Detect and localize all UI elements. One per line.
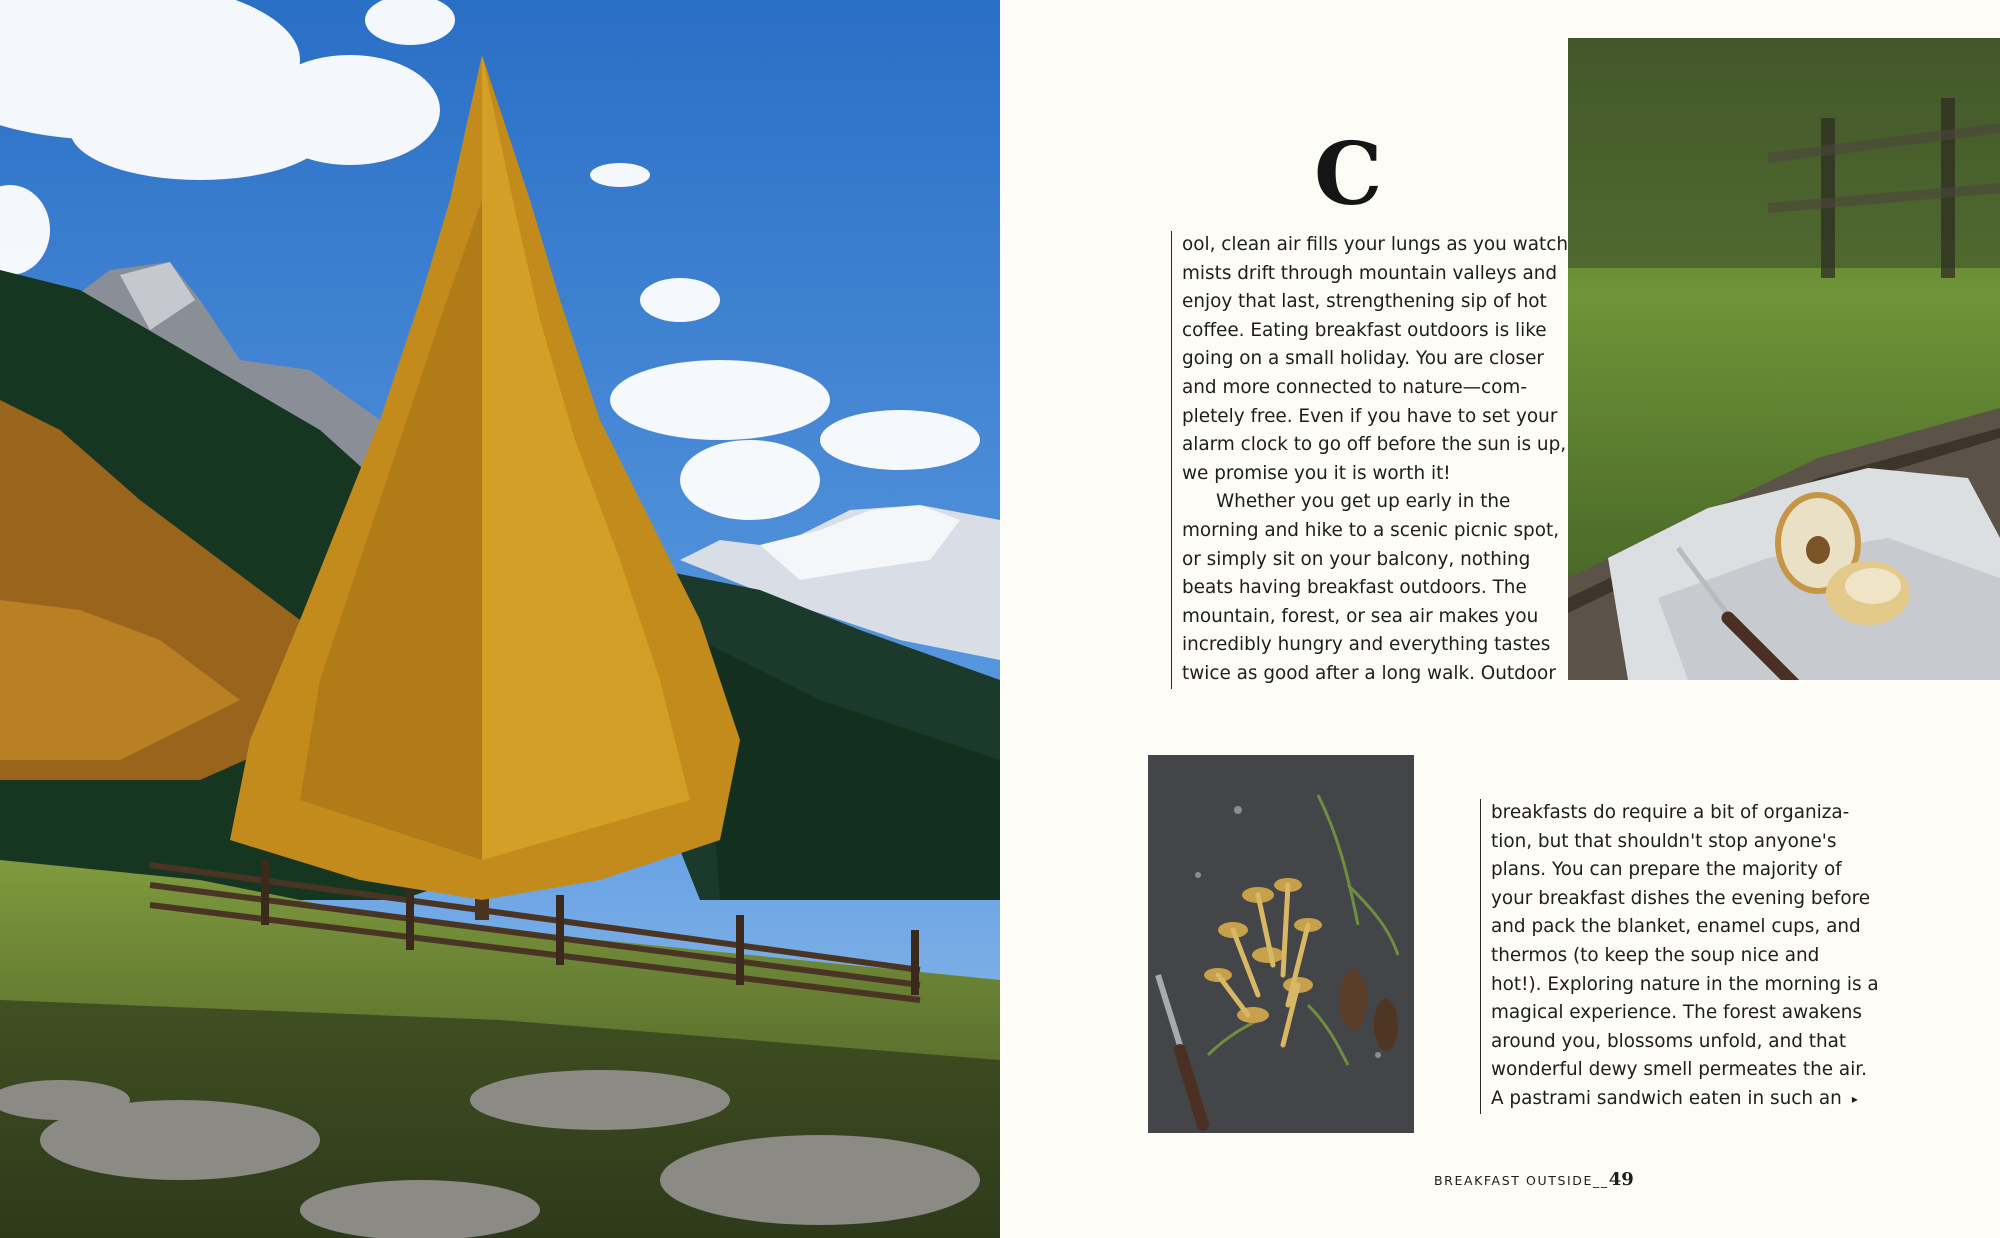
text-line: or simply sit on your balcony, nothing bbox=[1182, 548, 1531, 570]
text-line: hot!). Exploring nature in the morning is a bbox=[1491, 973, 1879, 995]
text-line: magical experience. The forest awakens bbox=[1491, 1002, 1862, 1024]
pear-knife-photo bbox=[1568, 38, 2000, 680]
text-line: your breakfast dishes the evening before bbox=[1491, 887, 1871, 909]
page-folio bbox=[1434, 1169, 1634, 1190]
mushrooms-photo bbox=[1148, 755, 1414, 1133]
text-line: coffee. Eating breakfast outdoors is like bbox=[1182, 319, 1547, 341]
body-text-column-1 bbox=[1171, 231, 1568, 689]
folio-separator: __ bbox=[1593, 1173, 1609, 1188]
drop-cap: C bbox=[1314, 124, 1383, 225]
text-line: ool, clean air fills your lungs as you watch bbox=[1182, 234, 1568, 255]
text-line: incredibly hungry and everything tastes bbox=[1182, 634, 1551, 656]
text-line: mists drift through mountain valleys and bbox=[1182, 262, 1558, 284]
text-line: around you, blossoms unfold, and that bbox=[1491, 1030, 1847, 1052]
text-line: wonderful dewy smell permeates the air. bbox=[1491, 1059, 1868, 1081]
text-line: Whether you get up early in the bbox=[1216, 491, 1511, 513]
body-text-column-2 bbox=[1480, 799, 1879, 1114]
text-line: beats having breakfast outdoors. The bbox=[1182, 577, 1527, 599]
page-number: 49 bbox=[1608, 1169, 1634, 1190]
text-line: pletely free. Even if you have to set your bbox=[1182, 405, 1558, 427]
text-line: breakfasts do require a bit of organiza- bbox=[1491, 802, 1850, 823]
text-line-content: A pastrami sandwich eaten in such an bbox=[1491, 1087, 1842, 1109]
text-line: thermos (to keep the soup nice and bbox=[1491, 944, 1820, 966]
text-line: alarm clock to go off before the sun is up, bbox=[1182, 434, 1567, 456]
text-line: plans. You can prepare the majority of bbox=[1491, 859, 1842, 881]
text-line: twice as good after a long walk. Outdoor bbox=[1182, 662, 1556, 684]
text-line: tion, but that shouldn't stop anyone's bbox=[1491, 830, 1837, 852]
running-footer-section: BREAKFAST OUTSIDE bbox=[1434, 1173, 1594, 1188]
text-line: going on a small holiday. You are closer bbox=[1182, 348, 1544, 370]
text-line: we promise you it is worth it! bbox=[1182, 462, 1451, 484]
text-line: and more connected to nature—com- bbox=[1182, 376, 1527, 398]
continue-arrow-icon: ▸ bbox=[1851, 1091, 1858, 1106]
text-line: mountain, forest, or sea air makes you bbox=[1182, 605, 1539, 627]
pear-knife-illustration bbox=[1568, 38, 2000, 680]
text-line: enjoy that last, strengthening sip of hot bbox=[1182, 291, 1547, 313]
mushrooms-illustration bbox=[1148, 755, 1414, 1133]
text-line bbox=[1491, 1085, 1871, 1114]
text-line: morning and hike to a scenic picnic spot, bbox=[1182, 519, 1560, 541]
text-line: and pack the blanket, enamel cups, and bbox=[1491, 916, 1861, 938]
